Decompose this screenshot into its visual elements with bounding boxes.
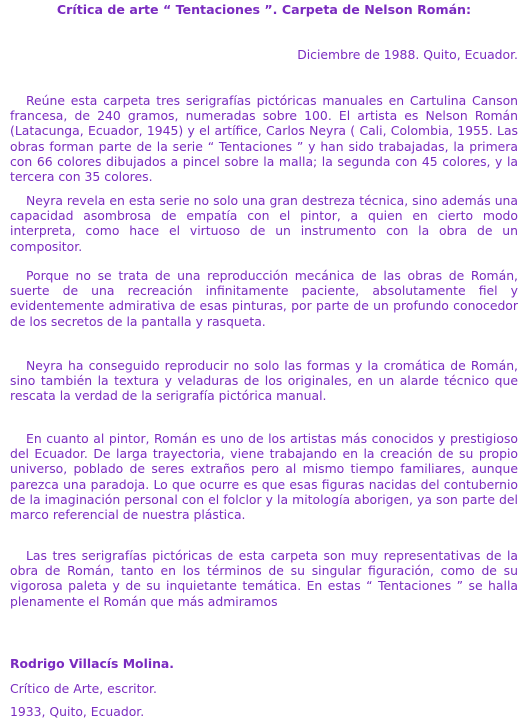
signature-role: Crítico de Arte, escritor. [10,681,157,696]
paragraph-6: Las tres serigrafías pictóricas de esta carpeta son muy representativas de la obra de Román, tanto en los términos de su singular figuración, como de su vigorosa paleta y de su inquietante temática. En estas “ Tentaciones ” se halla plenamente el Román que más admiramos [10,548,518,609]
document-date: Diciembre de 1988. Quito, Ecuador. [297,47,518,62]
paragraph-3: Porque no se trata de una reproducción mecánica de las obras de Román, suerte de una recreación infinitamente paciente, absolutamente fiel y evidentemente admirativa de esas pinturas, por parte de un profundo conocedor de los secretos de la pantalla y rasqueta. [10,268,518,329]
document-title: Crítica de arte “ Tentaciones ”. Carpeta de Nelson Román: [56,2,472,17]
signature-name: Rodrigo Villacís Molina. [10,656,174,671]
paragraph-2: Neyra revela en esta serie no solo una gran destreza técnica, sino además una capacidad asombrosa de empatía con el pintor, a quien en cierto modo interpreta, como hace el virtuoso de un instrumento con la obra de un compositor. [10,193,518,254]
paragraph-4: Neyra ha conseguido reproducir no solo las formas y la cromática de Román, sino también la textura y veladuras de los originales, en un alarde técnico que rescata la verdad de la serigrafía pictórica manual. [10,358,518,404]
paragraph-5: En cuanto al pintor, Román es uno de los artistas más conocidos y prestigioso del Ecuador. De larga trayectoria, viene trabajando en la creación de su propio universo, poblado de seres extraños pero al mismo tiempo familiares, aunque parezca una paradoja. Lo que ocurre es que esas figuras nacidas del contubernio de la imaginación personal con el folclor y la mitología aborigen, ya son parte del marco referencial de nuestra plástica. [10,431,518,523]
signature-origin: 1933, Quito, Ecuador. [10,704,145,719]
paragraph-1: Reúne esta carpeta tres serigrafías pictóricas manuales en Cartulina Canson francesa, de 240 gramos, numeradas sobre 100. El artista es Nelson Román (Latacunga, Ecuador, 1945) y el artífice, Carlos Neyra ( Cali, Colombia, 1955. Las obras forman parte de la serie “ Tentaciones ” y han sido trabajadas, la primera con 66 colores dibujados a pincel sobre la malla; la segunda con 45 colores, y la tercera con 35 colores. [10,93,518,185]
